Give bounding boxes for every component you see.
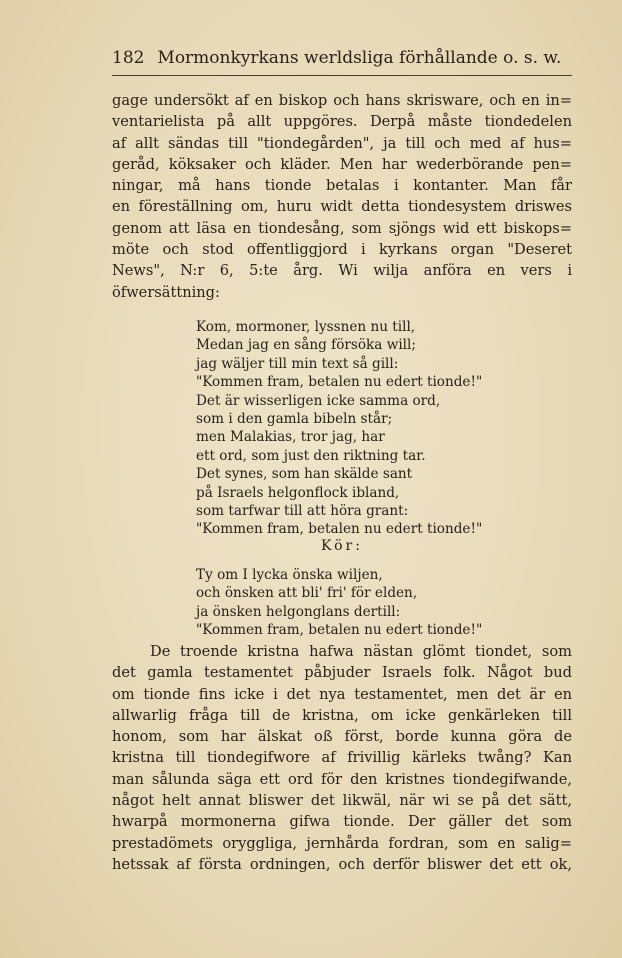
text-line: hwarpå mormonerna gifwa tionde. Der gäller det som bbox=[112, 813, 572, 831]
closing-paragraph bbox=[112, 641, 572, 875]
verse-line: som tarfwar till att höra grant: bbox=[196, 503, 409, 520]
running-header bbox=[112, 46, 572, 70]
verse-line: "Kommen fram, betalen nu edert tionde!" bbox=[196, 521, 483, 538]
chorus-line: ja önsken helgonglans dertill: bbox=[196, 603, 401, 620]
text-line: geråd, köksaker och kläder. Men har wederbörande pen= bbox=[112, 155, 572, 173]
text-line: ningar, må hans tionde betalas i kontanter. Man får bbox=[112, 177, 572, 195]
text-line: om tionde fins icke i det nya testamentet, men det är en bbox=[112, 685, 572, 703]
text-line: af allt sändas till "tiondegården", ja till och med af hus= bbox=[112, 134, 572, 152]
song-chorus bbox=[196, 566, 526, 640]
verse-line: Det synes, som han skälde sant bbox=[196, 466, 413, 483]
text-line: hetssak af första ordningen, och derför bliswer det ett ok, bbox=[112, 855, 572, 873]
song-verse bbox=[196, 318, 526, 539]
header-divider bbox=[112, 75, 572, 76]
text-line: en föreställning om, huru widt detta tiondesystem driswes bbox=[112, 198, 572, 216]
verse-line: Medan jag en sång försöka will; bbox=[196, 337, 416, 354]
chorus-heading: Kör: bbox=[321, 538, 363, 554]
text-line: News", N:r 6, 5:te årg. Wi wilja anföra en vers i bbox=[112, 262, 572, 280]
page-number: 182 bbox=[112, 48, 145, 68]
verse-line: Det är wisserligen icke samma ord, bbox=[196, 392, 441, 409]
text-line: öfwersättning: bbox=[112, 283, 220, 301]
verse-line: men Malakias, tror jag, har bbox=[196, 429, 385, 446]
chorus-line: Ty om I lycka önska wiljen, bbox=[196, 567, 383, 583]
text-line: genom att läsa en tiondesång, som sjöngs wid ett biskops= bbox=[112, 219, 572, 237]
text-line: det gamla testamentet påbjuder Israels folk. Något bud bbox=[112, 664, 572, 682]
verse-line: på Israels helgonflock ibland, bbox=[196, 484, 400, 501]
verse-line: ett ord, som just den riktning tar. bbox=[196, 447, 426, 464]
text-line: ventarielista på allt uppgöres. Derpå måste tiondedelen bbox=[112, 113, 572, 131]
text-line: allwarlig fråga till de kristna, om icke genkärleken till bbox=[112, 706, 572, 724]
text-line: gage undersökt af en biskop och hans skrisware, och en in= bbox=[112, 92, 572, 109]
text-line: prestadömets oryggliga, jernhårda fordran, som en salig= bbox=[112, 834, 572, 852]
verse-line: "Kommen fram, betalen nu edert tionde!" bbox=[196, 374, 483, 391]
text-line: möte och stod offentliggjord i kyrkans organ "Deseret bbox=[112, 241, 572, 259]
verse-line: Kom, mormoner, lyssnen nu till, bbox=[196, 319, 416, 335]
text-line: honom, som har älskat oß först, borde kunna göra de bbox=[112, 728, 572, 746]
text-line: kristna till tiondegifwore af frivillig kärleks twång? Kan bbox=[112, 749, 572, 767]
intro-paragraph bbox=[112, 90, 572, 303]
chorus-line: "Kommen fram, betalen nu edert tionde!" bbox=[196, 622, 483, 639]
chorus-line: och önsken att bli' fri' för elden, bbox=[196, 585, 418, 602]
verse-line: som i den gamla bibeln står; bbox=[196, 411, 393, 428]
verse-line: jag wäljer till min text så gill: bbox=[196, 355, 399, 372]
text-line: man sålunda säga ett ord för den kristnes tiondegifwande, bbox=[112, 770, 572, 788]
text-line: något helt annat bliswer det likwäl, när wi se på det sätt, bbox=[112, 792, 572, 810]
running-title: Mormonkyrkans werldsliga förhållande o. s. w. bbox=[157, 48, 562, 68]
text-line: De troende kristna hafwa nästan glömt tiondet, som bbox=[150, 643, 572, 660]
